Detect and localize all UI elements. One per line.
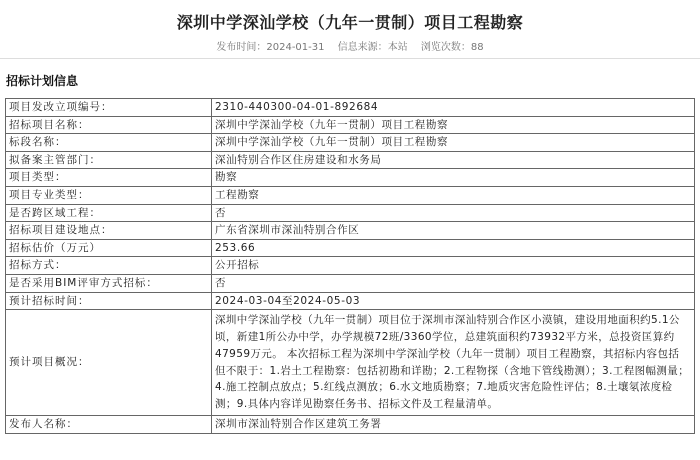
page-title: 深圳中学深汕学校（九年一贯制）项目工程勘察 <box>176 13 524 32</box>
row-label: 项目发改立项编号： <box>6 99 212 117</box>
row-value: 深圳中学深汕学校（九年一贯制）项目工程勘察 <box>212 134 695 152</box>
row-label: 发布人名称： <box>6 415 212 433</box>
table-row <box>6 274 695 292</box>
table-row <box>6 99 695 117</box>
row-value: 深圳市深汕特别合作区建筑工务署 <box>212 415 695 433</box>
row-value: 勘察 <box>212 169 695 187</box>
section-title: 招标计划信息 <box>6 74 79 88</box>
table-row <box>6 310 695 416</box>
row-label: 招标项目建设地点： <box>6 222 212 240</box>
row-value: 253.66 <box>212 239 695 257</box>
article-meta <box>0 38 700 53</box>
row-value: 深汕特别合作区住房建设和水务局 <box>212 151 695 169</box>
view-count-value: 88 <box>470 42 484 53</box>
table-row <box>6 204 695 222</box>
row-value: 深圳中学深汕学校（九年一贯制）项目工程勘察 <box>212 116 695 134</box>
publish-time <box>216 42 324 53</box>
table-row <box>6 151 695 169</box>
row-value: 否 <box>212 204 695 222</box>
row-label: 项目类型： <box>6 169 212 187</box>
table-row <box>6 239 695 257</box>
row-value: 2310-440300-04-01-892684 <box>212 99 695 117</box>
row-label: 标段名称： <box>6 134 212 152</box>
bid-plan-table <box>5 98 695 434</box>
info-source-value: 本站 <box>387 42 408 53</box>
row-label: 招标项目名称： <box>6 116 212 134</box>
row-value: 工程勘察 <box>212 186 695 204</box>
row-value: 否 <box>212 274 695 292</box>
table-row <box>6 116 695 134</box>
table-row <box>6 134 695 152</box>
row-label: 是否采用BIM评审方式招标： <box>6 274 212 292</box>
row-label: 招标方式： <box>6 257 212 275</box>
row-label: 拟备案主管部门： <box>6 151 212 169</box>
header-divider <box>0 58 700 59</box>
row-label: 预计招标时间： <box>6 292 212 310</box>
table-row <box>6 415 695 433</box>
row-value: 公开招标 <box>212 257 695 275</box>
view-count-label: 浏览次数： <box>420 42 471 53</box>
table-row <box>6 257 695 275</box>
publish-time-label: 发布时间： <box>216 42 267 53</box>
table-row <box>6 169 695 187</box>
table-row <box>6 222 695 240</box>
row-value: 2024-03-04至2024-05-03 <box>212 292 695 310</box>
row-value: 广东省深圳市深汕特别合作区 <box>212 222 695 240</box>
table-row <box>6 292 695 310</box>
row-label: 项目专业类型： <box>6 186 212 204</box>
row-label: 招标估价（万元） <box>6 239 212 257</box>
publish-time-value: 2024-01-31 <box>266 42 325 53</box>
info-source <box>338 42 408 53</box>
row-value-overview: 深圳中学深汕学校（九年一贯制）项目位于深圳市深汕特别合作区小漠镇，建设用地面积约5.1公顷，新建1所公办中学，办学规模72班/3360学位，总建筑面积约73932平方米，总投资匡算约47959万元。 本次招标工程为深圳中学深汕学校（九年一贯制）项目工程勘察，其招标内容包括但不限于：1.岩土工程勘察：包括初勘和详勘；2.工程物探（含地下管线勘测）；3.工程图幅测量；4.施工控制点放点；5.红线点测放；6.水文地质勘察；7.地质灾害危险性评估；8.土壤氡浓度检测；9.具体内容详见勘察任务书、招标文件及工程量清单。 <box>212 310 695 416</box>
row-label: 是否跨区域工程： <box>6 204 212 222</box>
view-count <box>421 42 484 53</box>
info-source-label: 信息来源： <box>337 42 388 53</box>
table-row <box>6 186 695 204</box>
row-label: 预计项目概况： <box>6 310 212 416</box>
